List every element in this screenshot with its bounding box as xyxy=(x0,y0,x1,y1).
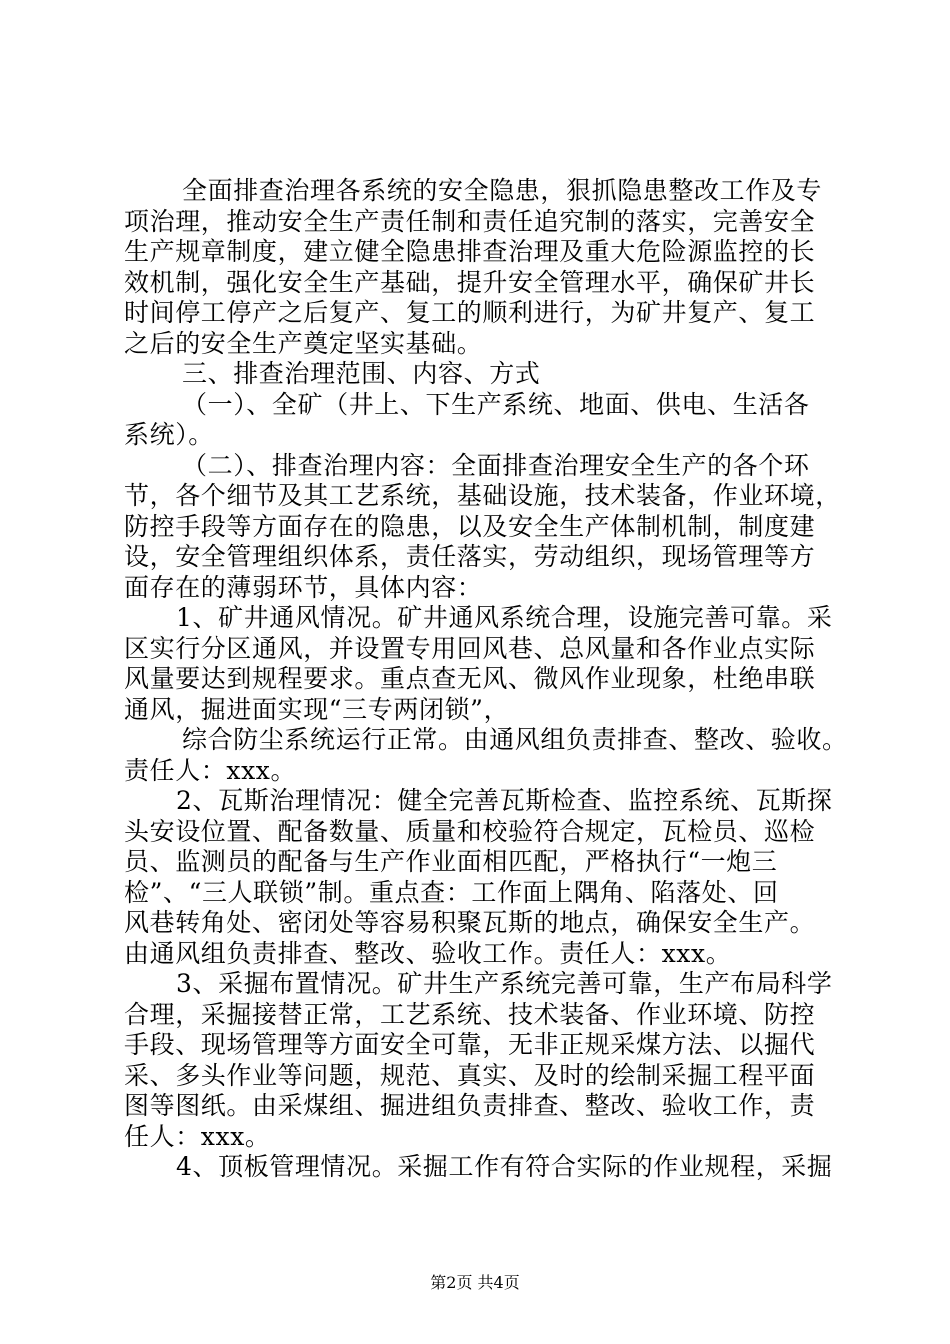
paragraph-line: 面存在的薄弱环节，具体内容： xyxy=(124,572,483,602)
paragraph-line: 员、监测员的配备与生产作业面相匹配，严格执行“一炮三 xyxy=(124,847,778,876)
paragraph-line: 头安设位置、配备数量、质量和校验符合规定，瓦检员、巡检 xyxy=(124,816,816,846)
paragraph-line: 任人：xxx。 xyxy=(124,1121,271,1151)
section-heading: 三、排查治理范围、内容、方式 xyxy=(182,359,541,388)
paragraph-line: 生产规章制度，建立健全隐患排查治理及重大危险源监控的长 xyxy=(124,237,816,266)
paragraph-line: 区实行分区通风，并设置专用回风巷、总风量和各作业点实际 xyxy=(124,633,816,663)
paragraph-line: 之后的安全生产奠定坚实基础。 xyxy=(124,328,483,358)
paragraph-line: 1、矿井通风情况。矿井通风系统合理，设施完善可靠。采 xyxy=(176,603,833,632)
paragraph-line: （二）、排查治理内容：全面排查治理安全生产的各个环 xyxy=(182,450,810,480)
paragraph-line: 综合防尘系统运行正常。由通风组负责排查、整改、验收。 xyxy=(182,725,848,754)
page-number-footer: 第2页 共4页 xyxy=(430,1273,520,1292)
paragraph-line: 采、多头作业等问题，规范、真实、及时的绘制采掘工程平面 xyxy=(124,1060,816,1090)
paragraph-line: 项治理，推动安全生产责任制和责任追究制的落实，完善安全 xyxy=(124,206,816,236)
paragraph-line: 防控手段等方面存在的隐患，以及安全生产体制机制，制度建 xyxy=(124,511,816,541)
paragraph-line: 由通风组负责排查、整改、验收工作。责任人：xxx。 xyxy=(124,938,732,968)
paragraph-line: 检”、“三人联锁”制。重点查：工作面上隅角、陷落处、回 xyxy=(124,877,779,907)
paragraph-line: 风量要达到规程要求。重点查无风、微风作业现象，杜绝串联 xyxy=(124,664,816,693)
paragraph-line: 设，安全管理组织体系，责任落实，劳动组织，现场管理等方 xyxy=(124,542,816,571)
paragraph-line: 图等图纸。由采煤组、掘进组负责排查、整改、验收工作，责 xyxy=(124,1091,816,1120)
paragraph-line: 2、瓦斯治理情况：健全完善瓦斯检查、监控系统、瓦斯探 xyxy=(176,786,833,815)
paragraph-line: 4、顶板管理情况。采掘工作有符合实际的作业规程，采掘 xyxy=(176,1152,833,1181)
paragraph-line: 时间停工停产之后复产、复工的顺利进行，为矿井复产、复工 xyxy=(124,298,816,327)
paragraph-line: 通风，掘进面实现“三专两闭锁”， xyxy=(124,694,510,724)
paragraph-line: 风巷转角处、密闭处等容易积聚瓦斯的地点，确保安全生产。 xyxy=(124,908,816,937)
paragraph-line: 手段、现场管理等方面安全可靠，无非正规采煤方法、以掘代 xyxy=(124,1030,816,1059)
paragraph-line: 合理，采掘接替正常，工艺系统、技术装备、作业环境、防控 xyxy=(124,999,816,1029)
paragraph-line: 3、采掘布置情况。矿井生产系统完善可靠，生产布局科学 xyxy=(176,969,833,998)
paragraph-line: 节，各个细节及其工艺系统，基础设施，技术装备，作业环境， xyxy=(124,481,841,510)
paragraph-line: 系统）。 xyxy=(124,420,214,449)
paragraph-line: （一）、全矿（井上、下生产系统、地面、供电、生活各 xyxy=(182,389,810,419)
paragraph-line: 责任人：xxx。 xyxy=(124,755,297,785)
paragraph-line: 全面排查治理各系统的安全隐患，狠抓隐患整改工作及专 xyxy=(182,176,823,205)
paragraph-line: 效机制，强化安全生产基础，提升安全管理水平，确保矿井长 xyxy=(124,267,816,297)
